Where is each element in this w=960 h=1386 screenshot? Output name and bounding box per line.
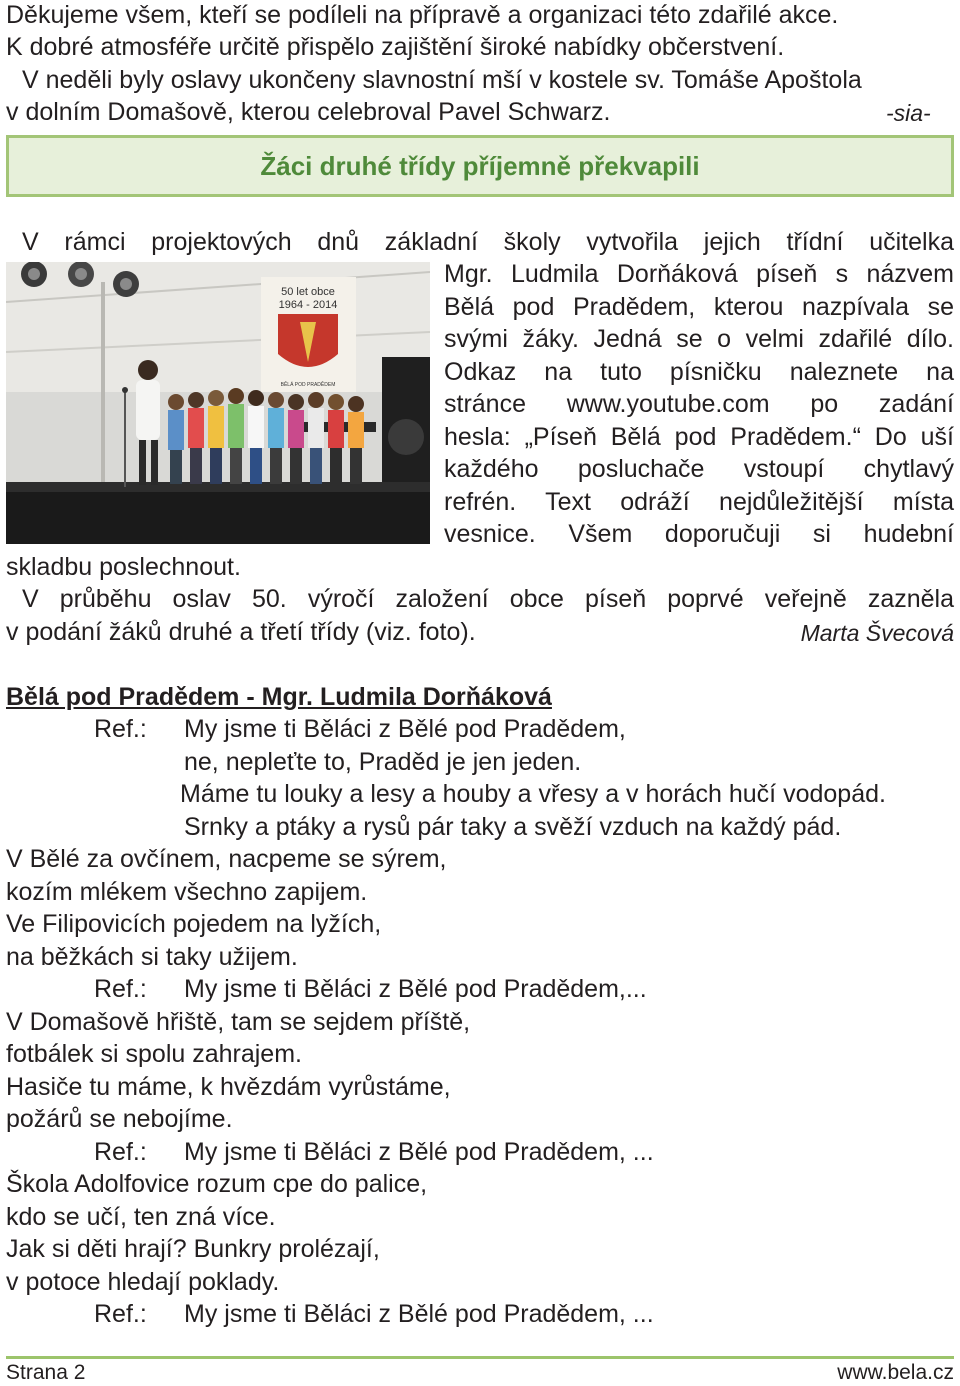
article-wrap-line-4: Odkaz na tuto písničku naleznete na [444, 358, 954, 386]
article-after-line-1: skladbu poslechnout. [6, 553, 241, 581]
refrain-short-3: My jsme ti Běláci z Bělé pod Pradědem, ... [184, 1300, 654, 1328]
refrain-line-2: ne, nepleťte to, Praděd je jen jeden. [184, 748, 582, 776]
ref-label-2: Ref.: [94, 975, 147, 1003]
article-author: Marta Švecová [800, 620, 954, 646]
intro-line-1: Děkujeme všem, kteří se podíleli na přípravě a organizaci této zdařilé akce. [6, 1, 839, 29]
article-wrap-line-8: refrén. Text odráží nejdůležitější místa [444, 488, 954, 516]
anniversary-banner [261, 277, 356, 392]
article-wrap-line-1: Mgr. Ludmila Dorňáková píseň s názvem [444, 260, 954, 288]
concert-photo [6, 262, 430, 544]
refrain-line-4: Srnky a ptáky a rysů pár taky a svěží vzduch na každý pád. [184, 813, 842, 841]
verse2-line-1: V Domašově hřiště, tam se sejdem příště, [6, 1008, 471, 1036]
verse1-line-2: kozím mlékem všechno zapijem. [6, 878, 368, 906]
section-title: Žáci druhé třídy příjemně překvapili [260, 150, 700, 181]
verse3-line-1: Škola Adolfovice rozum cpe do palice, [6, 1170, 428, 1198]
speaker-box [382, 357, 430, 497]
refrain-short-1: My jsme ti Běláci z Bělé pod Pradědem,... [184, 975, 647, 1003]
article-wrap-line-3: svými žáky. Jedná se o velmi zdařilé dílo. [444, 325, 954, 353]
article-wrap-line-2: Bělá pod Pradědem, kterou nazpívala se [444, 293, 954, 321]
intro-line-3: V neděli byly oslavy ukončeny slavnostní mší v kostele sv. Tomáše Apoštola [22, 66, 862, 94]
page-number: Strana 2 [6, 1361, 86, 1384]
verse2-line-4: požárů se nebojíme. [6, 1105, 233, 1133]
stage [6, 490, 430, 544]
article-wrap-line-7: každého posluchače vstoupí chytlavý [444, 455, 954, 483]
article-first-line: V rámci projektových dnů základní školy vytvořila jejich třídní učitelka [22, 228, 954, 256]
verse1-line-1: V Bělé za ovčínem, nacpeme se sýrem, [6, 845, 447, 873]
article-wrap-line-6: hesla: „Píseň Bělá pod Pradědem.“ Do uší [444, 423, 954, 451]
banner-text-1: 50 let obce [281, 286, 335, 298]
footer-rule [6, 1356, 954, 1359]
seal-text: BĚLÁ POD PRADĚDEM [280, 382, 336, 388]
ref-label: Ref.: [94, 715, 147, 743]
ref-label-4: Ref.: [94, 1300, 147, 1328]
verse1-line-3: Ve Filipovicích pojedem na lyžích, [6, 910, 382, 938]
verse2-line-3: Hasiče tu máme, k hvězdám vyrůstáme, [6, 1073, 451, 1101]
verse3-line-2: kdo se učí, ten zná více. [6, 1203, 276, 1231]
intro-line-4: v dolním Domašově, kterou celebroval Pavel Schwarz. [6, 98, 611, 126]
intro-line-2: K dobré atmosféře určitě přispělo zajištění široké nabídky občerstvení. [6, 33, 785, 61]
article-after-line-2: V průběhu oslav 50. výročí založení obce píseň poprvé veřejně zazněla [22, 585, 954, 613]
song-title: Bělá pod Pradědem - Mgr. Ludmila Dorňáková [6, 683, 552, 711]
refrain-line-3: Máme tu louky a lesy a houby a vřesy a v horách hučí vodopád. [180, 780, 886, 808]
verse2-line-2: fotbálek si spolu zahrajem. [6, 1040, 302, 1068]
verse3-line-4: v potoce hledají poklady. [6, 1268, 280, 1296]
ref-label-3: Ref.: [94, 1138, 147, 1166]
banner-text-2: 1964 - 2014 [278, 299, 338, 311]
intro-signature: -sia- [886, 100, 931, 126]
refrain-line-1: My jsme ti Běláci z Bělé pod Pradědem, [184, 715, 626, 743]
section-banner [6, 135, 954, 197]
article-wrap-line-9: vesnice. Všem doporučuji si hudební [444, 520, 954, 548]
article-wrap-line-5: stránce www.youtube.com po zadání [444, 390, 954, 418]
verse3-line-3: Jak si děti hrají? Bunkry prolézají, [6, 1235, 380, 1263]
refrain-short-2: My jsme ti Běláci z Bělé pod Pradědem, ... [184, 1138, 654, 1166]
article-after-line-3: v podání žáků druhé a třetí třídy (viz. foto). [6, 618, 476, 646]
website-link[interactable]: www.bela.cz [837, 1361, 954, 1384]
verse1-line-4: na běžkách si taky užijem. [6, 943, 298, 971]
